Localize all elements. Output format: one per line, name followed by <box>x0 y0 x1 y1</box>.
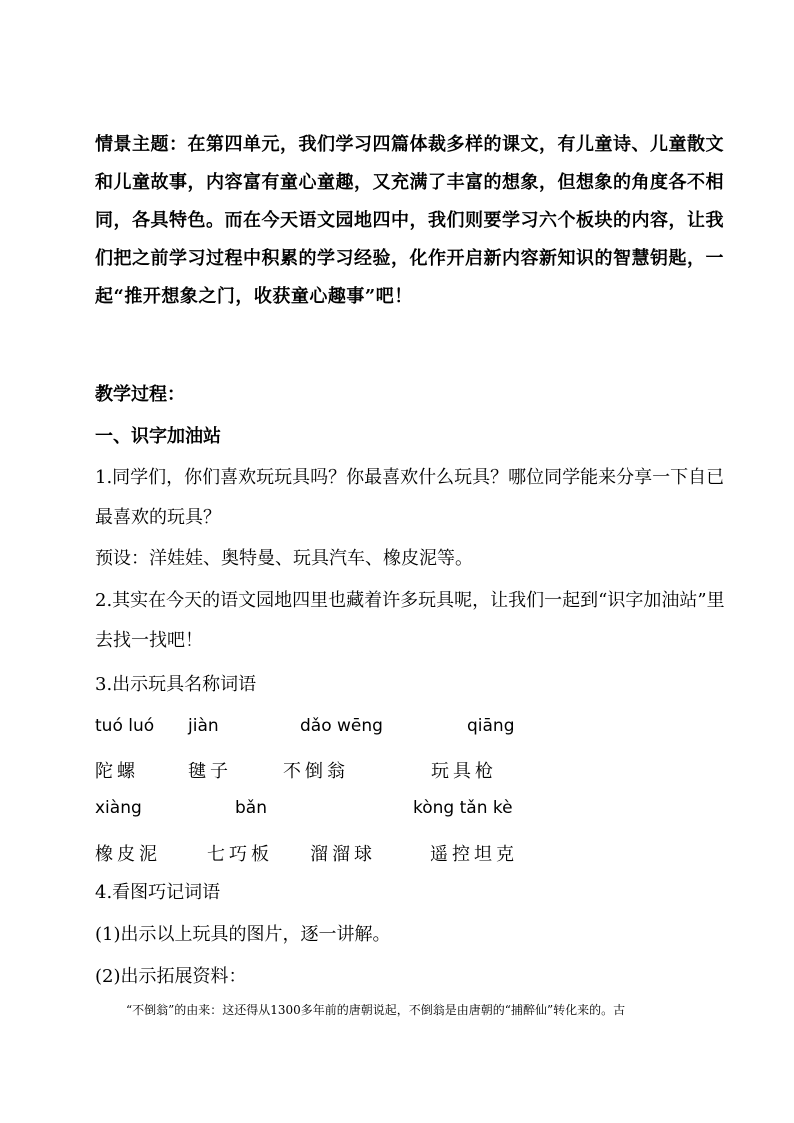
step-3-line: 3.出示玩具名称词语 <box>95 674 257 695</box>
step-2-paragraph: 2.其实在今天的语文园地四里也藏着许多玩具呢，让我们一起到“识字加油站”里去找一找吧！ <box>95 590 725 651</box>
pinyin-kongtanke: kòng tǎn kè <box>413 798 513 818</box>
word-tuoluo: 陀螺 <box>95 761 139 782</box>
scenario-theme-text: 在第四单元，我们学习四篇体裁多样的课文，有儿童诗、儿童散文和儿童故事，内容富有童心童趣，又充满了丰富的想象，但想象的角度各不相同，各具特色。而在今天语文园地四中，我们则要学习六个板块的内容，让我们把之前学习过程中积累的学习经验，化作开启新内容新知识的智慧钥匙，一起“推开想象之门，收获童心趣事”吧！ <box>95 134 724 307</box>
scenario-theme-label: 情景主题： <box>95 134 188 155</box>
word-row-1 <box>95 757 725 787</box>
word-xiangpini: 橡皮泥 <box>95 844 161 865</box>
word-row-2 <box>95 840 725 870</box>
preset-answer-line: 预设：洋娃娃、奥特曼、玩具汽车、橡皮泥等。 <box>95 548 473 569</box>
word-qiqiaoban: 七巧板 <box>207 844 273 865</box>
teaching-process-heading: 教学过程： <box>95 384 185 405</box>
word-wanjuqiang: 玩具枪 <box>431 761 497 782</box>
step-4-line: 4.看图巧记词语 <box>95 882 221 903</box>
pinyin-xiang: xiàng <box>95 798 142 818</box>
pinyin-jian: jiàn <box>188 716 219 736</box>
word-budaoweng: 不倒翁 <box>283 761 349 782</box>
word-liuliuqiu: 溜溜球 <box>310 844 376 865</box>
pinyin-ban: bǎn <box>235 798 267 818</box>
scenario-theme-paragraph <box>95 126 725 316</box>
pinyin-row-1 <box>95 716 725 746</box>
word-yaokongtanke: 遥控坦克 <box>430 844 518 865</box>
extension-material-text: “不倒翁”的由来：这还得从1300多年前的唐朝说起，不倒翁是由唐朝的“捕醉仙”转化来的。古 <box>126 1003 626 1017</box>
pinyin-row-2 <box>95 798 725 828</box>
pinyin-tuoluo: tuó luó <box>95 716 155 736</box>
section-literacy-station-heading: 一、识字加油站 <box>95 426 221 447</box>
step-4-2-line: (2)出示拓展资料： <box>95 966 247 987</box>
pinyin-daoweng: dǎo wēng <box>300 716 383 736</box>
step-1-paragraph: 1.同学们，你们喜欢玩玩具吗？你最喜欢什么玩具？哪位同学能来分享一下自已最喜欢的玩具？ <box>95 467 725 528</box>
pinyin-qiang: qiāng <box>467 716 515 736</box>
step-4-1-line: (1)出示以上玩具的图片，逐一讲解。 <box>95 924 391 945</box>
word-jianzi: 毽子 <box>188 761 232 782</box>
